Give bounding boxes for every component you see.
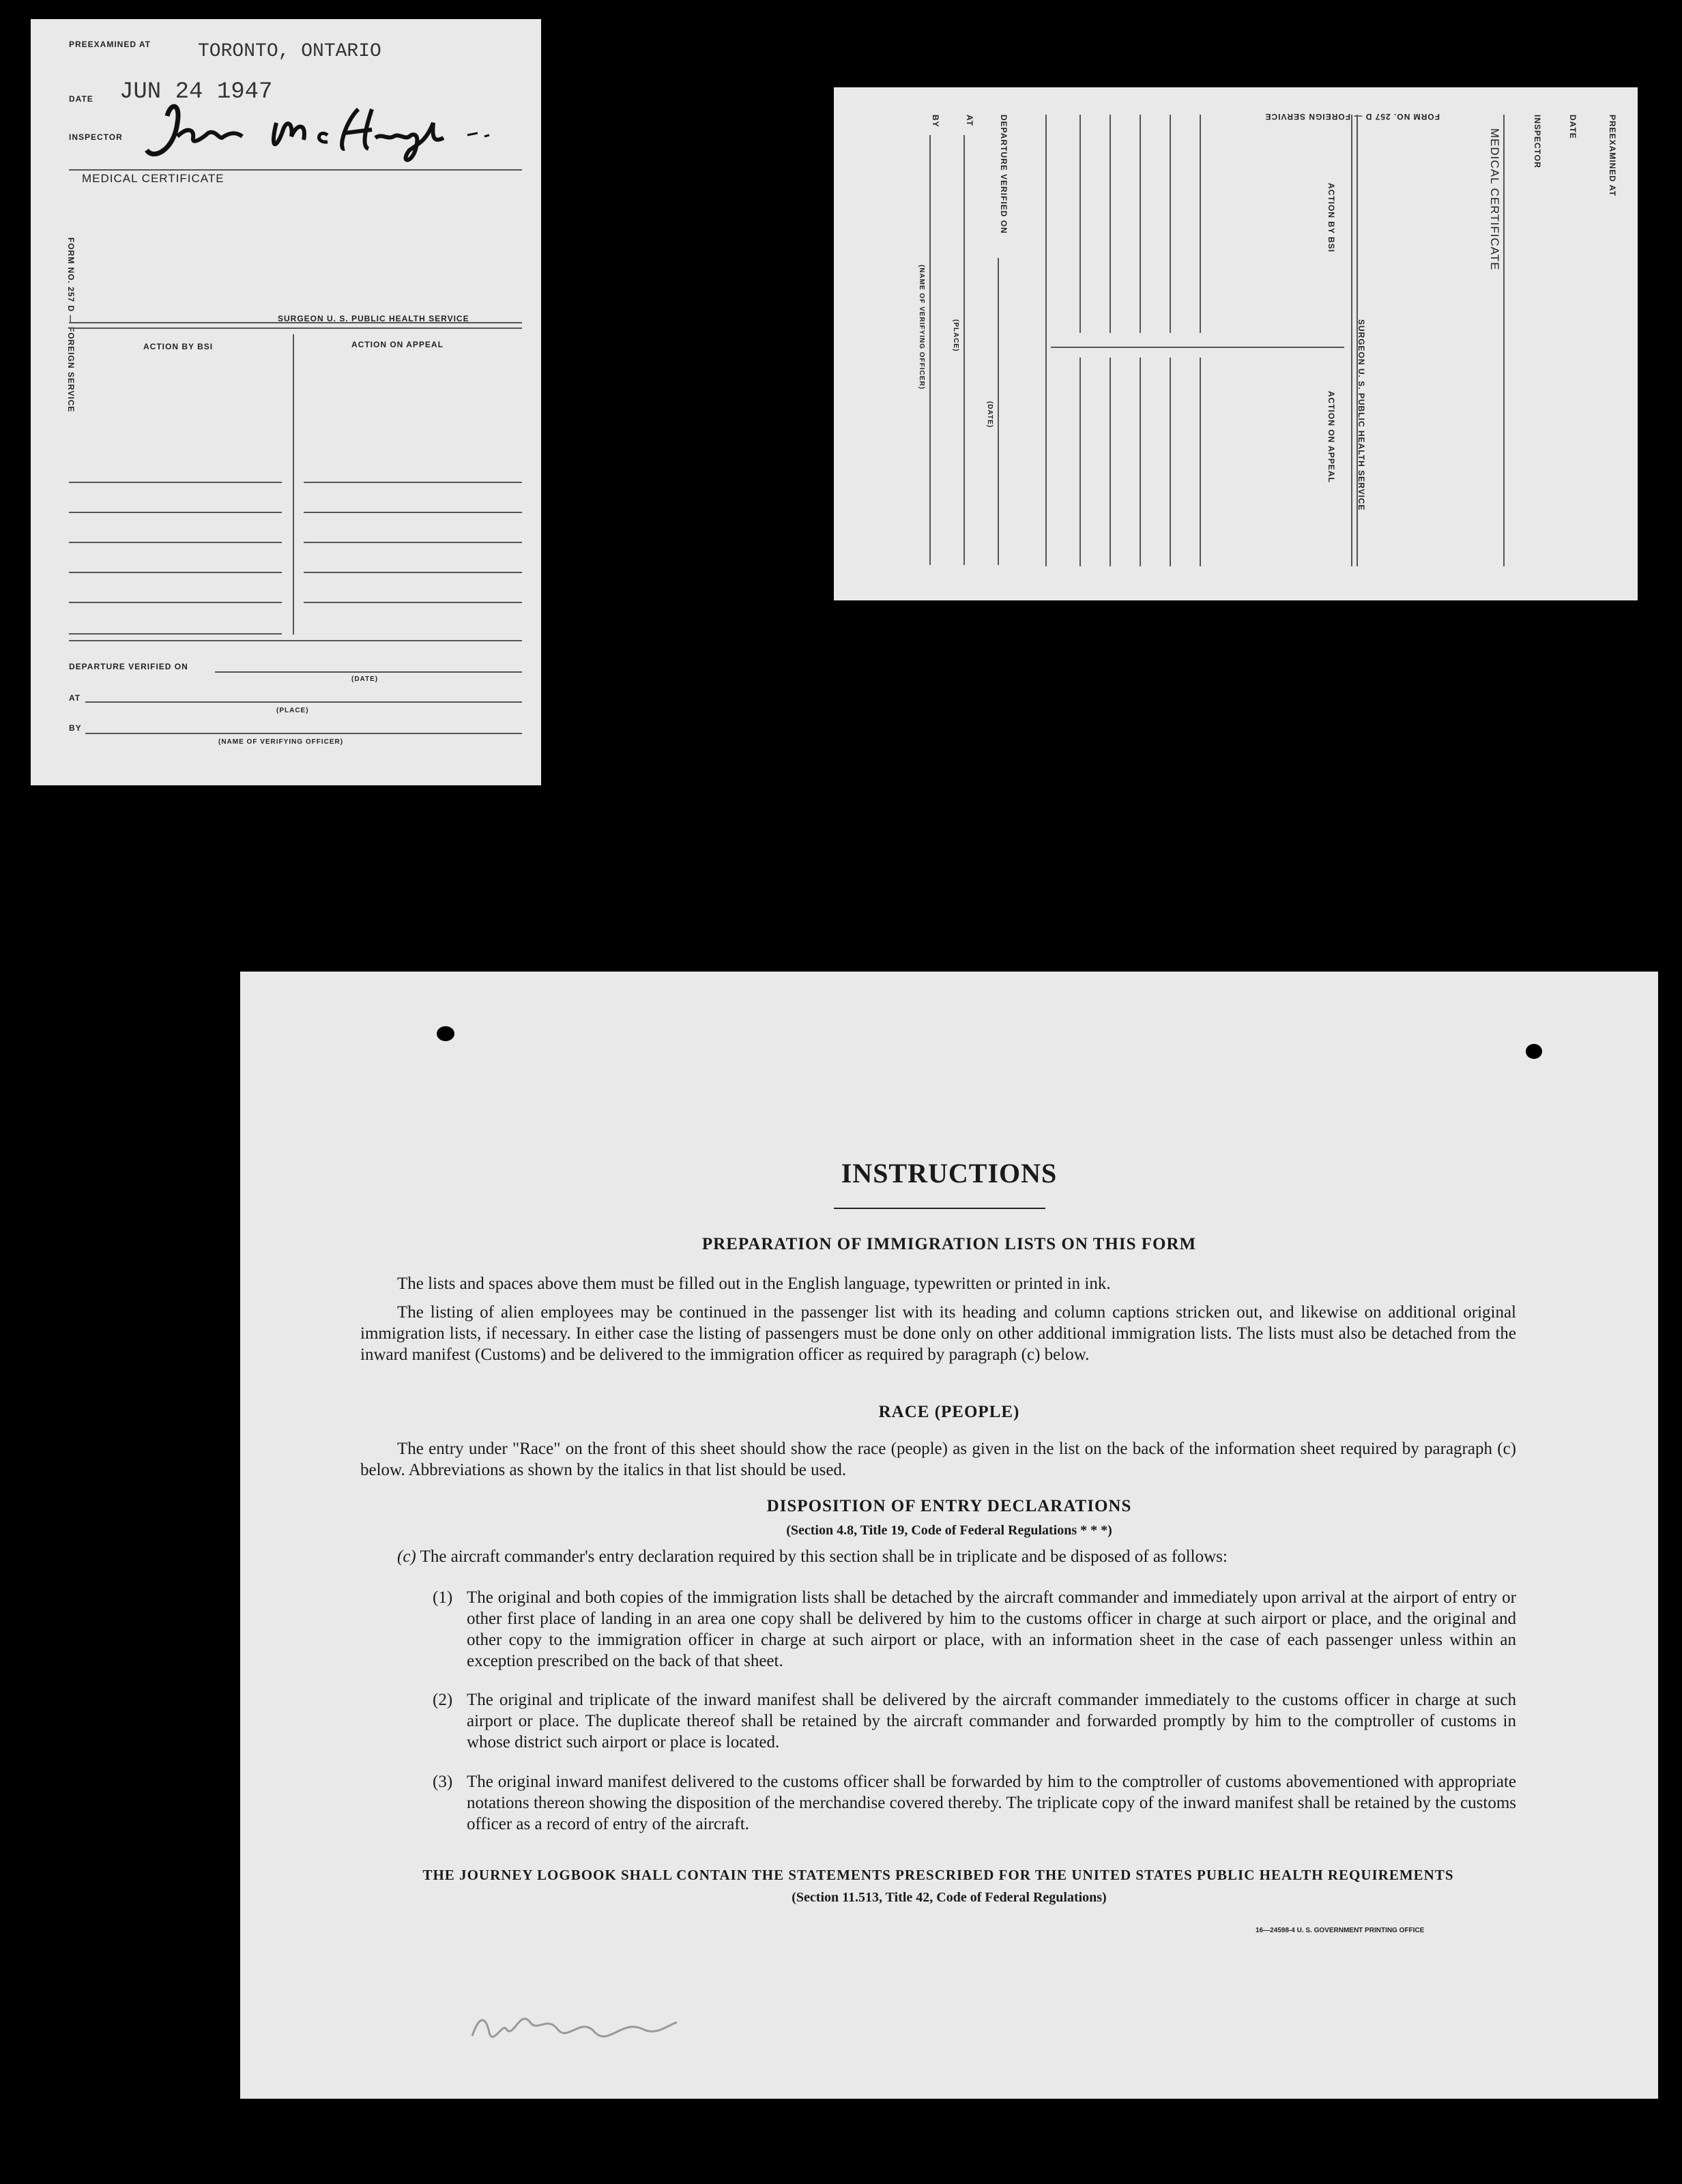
preexamined-value: TORONTO, ONTARIO: [198, 41, 381, 62]
printer-mark: 16—24598-4 U. S. GOVERNMENT PRINTING OFFICE: [1256, 1927, 1425, 1934]
item-number: (3): [433, 1773, 453, 1791]
faint-signature: [465, 1995, 684, 2056]
journey-logbook-footer: THE JOURNEY LOGBOOK SHALL CONTAIN THE STATEMENTS PRESCRIBED FOR THE UNITED STATES PUBLIC HEALTH REQUIREMENTS: [422, 1867, 1454, 1883]
punch-hole: [1526, 1044, 1542, 1059]
inspector-label: INSPECTOR: [1533, 115, 1542, 169]
list-item: [433, 1587, 1516, 1672]
by-label: BY: [69, 723, 82, 733]
preexamined-label: PREEXAMINED AT: [1608, 115, 1617, 197]
surgeon-label: SURGEON U. S. PUBLIC HEALTH SERVICE: [1357, 319, 1366, 511]
surgeon-label: SURGEON U. S. PUBLIC HEALTH SERVICE: [278, 314, 469, 323]
instructions-title: INSTRUCTIONS: [841, 1158, 1058, 1189]
date-caption: (DATE): [351, 675, 379, 683]
paragraph-c-label: (c): [397, 1547, 416, 1566]
by-label: BY: [931, 115, 940, 128]
item-number: (2): [433, 1691, 453, 1709]
departure-verified-label: DEPARTURE VERIFIED ON: [69, 662, 188, 671]
disposition-citation: (Section 4.8, Title 19, Code of Federal Regulations * * *): [786, 1523, 1112, 1538]
action-appeal-label: ACTION ON APPEAL: [351, 340, 444, 349]
paragraph-lists: The lists and spaces above them must be filled out in the English language, typewritten or printed in ink.: [397, 1275, 1111, 1293]
medical-certificate-card-rotated: [834, 87, 1638, 600]
date-label: DATE: [69, 94, 93, 104]
place-caption: (PLACE): [952, 319, 959, 352]
punch-hole: [437, 1026, 454, 1041]
title-rule: [834, 1208, 1045, 1209]
action-bsi-label: ACTION BY BSI: [143, 342, 214, 351]
list-item: [433, 1771, 1516, 1835]
medical-certificate-label: MEDICAL CERTIFICATE: [82, 172, 224, 185]
departure-verified-label: DEPARTURE VERIFIED ON: [999, 115, 1009, 234]
at-label: AT: [69, 693, 81, 703]
divider: [293, 334, 294, 635]
paragraph-c-text: The aircraft commander's entry declaration required by this section shall be in triplicate and be disposed of as follows:: [420, 1547, 1228, 1566]
form-number: FORM NO. 257 D — FOREIGN SERVICE: [66, 237, 76, 413]
date-stamp: JUN 24 1947: [119, 79, 273, 105]
footer-citation: (Section 11.513, Title 42, Code of Federal Regulations): [792, 1890, 1107, 1905]
preexamined-label: PREEXAMINED AT: [69, 40, 151, 49]
paragraph-race: The entry under "Race" on the front of this sheet should show the race (people) as given in the list on the back of the information sheet required by paragraph (c) below. Abbreviations as shown by the italics in that list should be used.: [360, 1440, 1516, 1479]
item-text: The original inward manifest delivered to the customs officer shall be forwarded by him to the comptroller of customs abovementioned with appropriate notations thereon showing the disposition of the merchandise covered thereby. The triplicate copy of the inward manifest shall be retained by the customs officer as a record of entry of the aircraft.: [467, 1773, 1516, 1833]
date-caption: (DATE): [986, 401, 994, 428]
rule: [69, 327, 522, 329]
inspector-signature: [140, 96, 508, 171]
place-caption: (PLACE): [276, 707, 309, 714]
date-label: DATE: [1568, 115, 1578, 139]
list-item: [433, 1689, 1516, 1753]
item-text: The original and both copies of the immigration lists shall be detached by the aircraft commander and immediately upon arrival at the airport of entry or other first place of landing in an area one copy shall be delivered by him to the customs officer in charge at such airport or place, and the original and other copy to the immigration officer in charge at such airport or place, with an information sheet in the case of each passenger unless within an exception prescribed on the back of that sheet.: [467, 1588, 1516, 1670]
medical-certificate-card-back: [834, 87, 1638, 600]
item-text: The original and triplicate of the inward manifest shall be delivered by the aircraft commander immediately to the customs officer in charge at such airport or place. The duplicate thereof shall be retained by the aircraft commander and forwarded promptly by him to the comptroller of customs in whose district such airport or place is located.: [467, 1691, 1516, 1751]
heading-preparation: PREPARATION OF IMMIGRATION LISTS ON THIS FORM: [701, 1235, 1197, 1253]
medical-certificate-card-front: [31, 19, 541, 785]
rule: [69, 169, 522, 171]
at-label: AT: [965, 115, 974, 127]
paragraph-c: [397, 1546, 1516, 1567]
officer-caption: (NAME OF VERIFYING OFFICER): [218, 738, 344, 746]
item-number: (1): [433, 1588, 453, 1607]
paragraph-alien-employees: The listing of alien employees may be continued in the passenger list with its heading and column captions stricken out, and likewise on additional original immigration lists, if necessary. In either case the listing of passengers must be done only on other additional immigration lists. The lists must also be detached from the inward manifest (Customs) and be delivered to the immigration officer as required by paragraph (c) below.: [360, 1303, 1516, 1364]
heading-race: RACE (PEOPLE): [878, 1403, 1020, 1421]
medical-certificate-label: MEDICAL CERTIFICATE: [1488, 128, 1501, 271]
instructions-sheet: [240, 972, 1658, 2099]
inspector-label: INSPECTOR: [69, 132, 123, 142]
action-appeal-label: ACTION ON APPEAL: [1326, 391, 1336, 483]
form-number: FORM NO. 257 D — FOREIGN SERVICE: [1264, 112, 1440, 121]
heading-disposition: DISPOSITION OF ENTRY DECLARATIONS: [766, 1497, 1132, 1515]
action-bsi-label: ACTION BY BSI: [1326, 183, 1336, 253]
officer-caption: (NAME OF VERIFYING OFFICER): [918, 265, 925, 390]
